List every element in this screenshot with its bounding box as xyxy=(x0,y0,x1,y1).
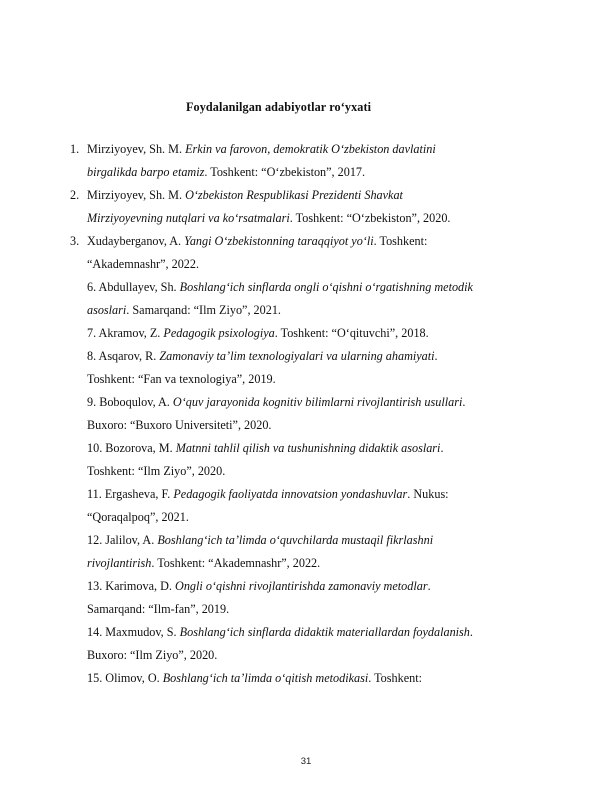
reference-line xyxy=(87,441,443,455)
reference-publisher: . Toshkent: “Akademnashr”, 2022. xyxy=(151,556,321,570)
reference-title: Boshlang‘ich sinflarda ongli o‘qishni o‘rgatishning metodik xyxy=(179,280,473,294)
reference-author: 10. Bozorova, M. xyxy=(87,441,176,455)
reference-author: 6. Abdullayev, Sh. xyxy=(87,280,180,294)
list-number: 2. xyxy=(70,188,80,202)
reference-title: Erkin va farovon, demokratik O‘zbekiston davlatini xyxy=(185,142,436,156)
reference-publisher: . xyxy=(469,625,473,639)
reference-title: O‘zbekiston Respublikasi Prezidenti Shavkat xyxy=(185,188,403,202)
reference-title: Yangi O‘zbekistonning taraqqiyot yo‘li xyxy=(184,234,374,248)
reference-author: 15. Olimov, O. xyxy=(87,671,163,685)
reference-title: Boshlang‘ich sinflarda didaktik materiallardan foydalanish xyxy=(179,625,470,639)
reference-title: birgalikda barpo etamiz xyxy=(87,165,205,179)
reference-line xyxy=(87,487,449,501)
reference-line: Samarqand: “Ilm-fan”, 2019. xyxy=(87,602,230,616)
reference-publisher: . Toshkent: “O‘zbekiston”, 2020. xyxy=(289,211,451,225)
reference-line xyxy=(87,579,431,593)
reference-line xyxy=(87,142,436,156)
reference-title: O‘quv jarayonida kognitiv bilimlarni rivojlantirish usullari xyxy=(172,395,463,409)
reference-author: 8. Asqarov, R. xyxy=(87,349,160,363)
reference-author: 12. Jalilov, A. xyxy=(87,533,158,547)
reference-line: “Akademnashr”, 2022. xyxy=(87,257,200,271)
reference-publisher: . Toshkent: xyxy=(373,234,428,248)
reference-line xyxy=(87,303,281,317)
reference-author: 11. Ergasheva, F. xyxy=(87,487,174,501)
reference-line: Buxoro: “Ilm Ziyo”, 2020. xyxy=(87,648,218,662)
reference-line xyxy=(87,395,465,409)
reference-publisher: . Toshkent: “O‘qituvchi”, 2018. xyxy=(274,326,429,340)
reference-publisher: . xyxy=(434,349,438,363)
reference-title: Pedagogik faoliyatda innovatsion yondashuvlar xyxy=(173,487,408,501)
reference-line: Buxoro: “Buxoro Universiteti”, 2020. xyxy=(87,418,272,432)
reference-line xyxy=(87,165,365,179)
reference-author: 13. Karimova, D. xyxy=(87,579,176,593)
reference-line xyxy=(87,625,473,639)
reference-publisher: . Samarqand: “Ilm Ziyo”, 2021. xyxy=(126,303,281,317)
reference-author: Mirziyoyev, Sh. M. xyxy=(87,188,186,202)
reference-line xyxy=(87,188,403,202)
reference-title: Pedagogik psixologiya xyxy=(163,326,275,340)
reference-line: “Qoraqalpoq”, 2021. xyxy=(87,510,189,524)
reference-author: Xudayberganov, A. xyxy=(87,234,185,248)
reference-line xyxy=(87,326,429,340)
reference-publisher: . xyxy=(440,441,444,455)
reference-title: Zamonaviy ta’lim texnologiyalari va ularning ahamiyati xyxy=(159,349,435,363)
reference-publisher: . xyxy=(462,395,466,409)
list-number: 1. xyxy=(70,142,80,156)
reference-title: Matnni tahlil qilish va tushunishning didaktik asoslari xyxy=(175,441,441,455)
reference-publisher: . Nukus: xyxy=(407,487,449,501)
reference-author: 14. Maxmudov, S. xyxy=(87,625,180,639)
reference-title: Boshlang‘ich ta’limda o‘qitish metodikasi xyxy=(162,671,369,685)
reference-line xyxy=(87,556,320,570)
reference-author: Mirziyoyev, Sh. M. xyxy=(87,142,186,156)
reference-title: Ongli o‘qishni rivojlantirishda zamonaviy metodlar xyxy=(175,579,428,593)
page-number: 31 xyxy=(300,756,312,767)
list-number: 3. xyxy=(70,234,80,248)
reference-publisher: . Toshkent: “O‘zbekiston”, 2017. xyxy=(204,165,366,179)
reference-title: rivojlantirish xyxy=(87,556,152,570)
reference-author: 9. Boboqulov, A. xyxy=(87,395,173,409)
reference-line xyxy=(87,211,450,225)
reference-title: asoslari xyxy=(87,303,127,317)
reference-line: Toshkent: “Ilm Ziyo”, 2020. xyxy=(87,464,226,478)
reference-line: Toshkent: “Fan va texnologiya”, 2019. xyxy=(87,372,276,386)
page-title: Foydalanilgan adabiyotlar ro‘yxati xyxy=(186,100,372,114)
reference-line xyxy=(87,280,473,294)
reference-line xyxy=(87,533,433,547)
reference-line xyxy=(87,349,438,363)
reference-publisher: . Toshkent: xyxy=(368,671,422,685)
reference-publisher: . xyxy=(427,579,431,593)
reference-line xyxy=(87,671,422,685)
reference-line xyxy=(87,234,427,248)
reference-author: 7. Akramov, Z. xyxy=(87,326,164,340)
reference-title: Mirziyoyevning nutqlari va ko‘rsatmalari xyxy=(87,211,290,225)
reference-title: Boshlang‘ich ta’limda o‘quvchilarda mustaqil fikrlashni xyxy=(157,533,434,547)
